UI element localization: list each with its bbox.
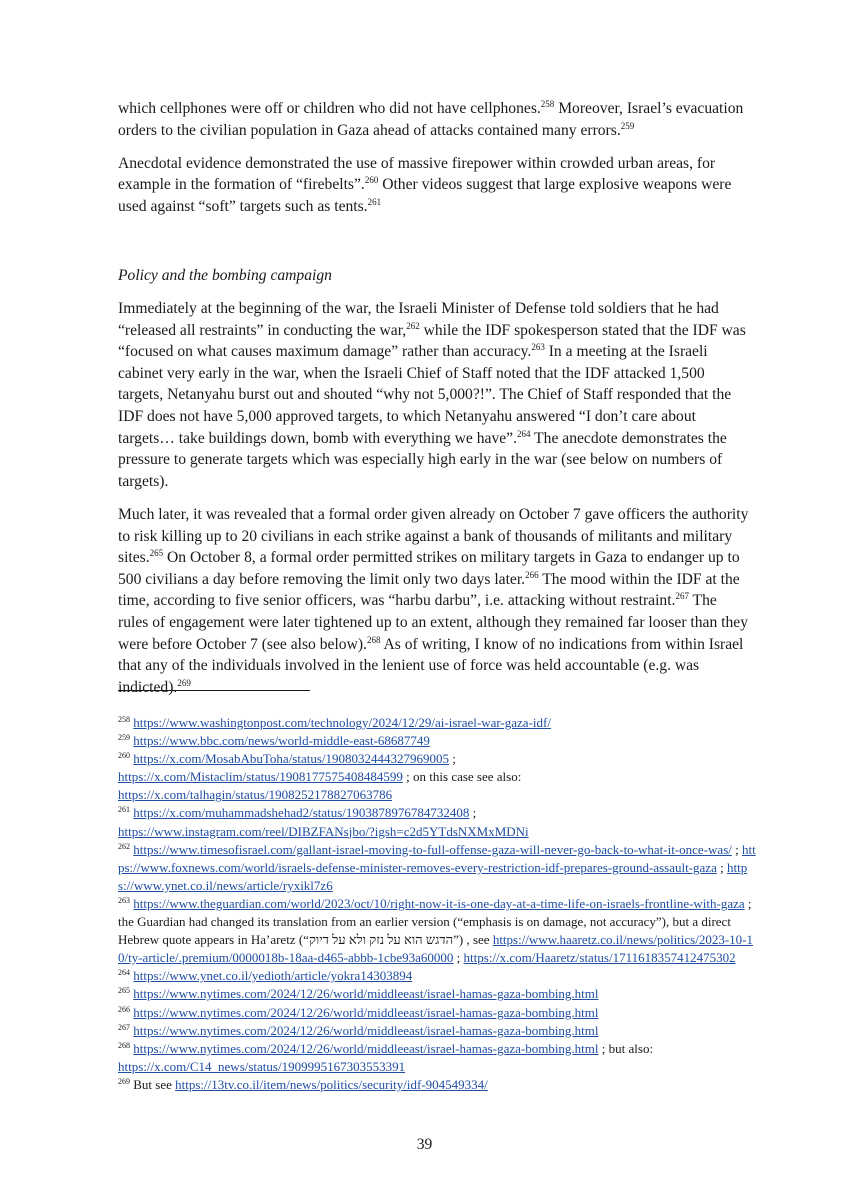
footnote-link[interactable]: https://x.com/Haaretz/status/1711618357412475302 [463, 950, 736, 966]
footnote-link[interactable]: https://www.ynet.co.il/yedioth/article/yokra14303894 [133, 968, 413, 984]
paragraph-restraints: Immediately at the beginning of the war, the Israeli Minister of Defense told soldiers that he had “released all restraints” in conducting the war,$^{262}$ while the IDF spokesperson stated that the IDF was “focused on what causes maximum damage” rather than accuracy.$^{263}$ In a meeting at the Israeli cabinet very early in the war, when the Israeli Chief of Staff noted that the IDF attacked 1,500 targets, Netanyahu burst out and shouted “why not 5,000?!”. The Chief of Staff responded that the IDF does not have 5,000 approved targets, to which Netanyahu answered “I don’t care about targets… take buildings down, bomb with everything we have”.$^{264}$ The anecdote demonstrates the pressure to generate targets which was especially high early in the war (see below on numbers of targets). [118, 300, 746, 490]
footnote-266: $^{266}$ https://www.nytimes.com/2024/12/26/world/middleeast/israel-hamas-gaza-bombing.html [118, 1004, 599, 1020]
footnote-ref-262[interactable]: 262 [406, 320, 420, 331]
footnote-261: $^{261}$ https://x.com/muhammadshehad2/status/1903878976784732408 ; https://www.instagram.com/reel/DIBZFANsjbo/?igsh=c2d5YTdsNXMxMDNi [118, 805, 529, 839]
footnote-link[interactable]: https://www.washingtonpost.com/technology/2024/12/29/ai-israel-war-gaza-idf/ [133, 715, 551, 730]
footnote-262: $^{262}$ https://www.timesofisrael.com/gallant-israel-moving-to-full-offense-gaza-will-never-go-back-to-what-it-once-was/ ; https://www.foxnews.com/world/israels-defense-minister-removes-every-restriction-idf-prepares-ground-assault-gaza ; https://www.ynet.co.il/news/article/ryxikl7z6 [118, 841, 756, 893]
footnote-link[interactable]: https://www.timesofisrael.com/gallant-israel-moving-to-full-offense-gaza-will-never-go-back-to-what-it-once-was/ [133, 841, 732, 857]
footnote-link[interactable]: https://www.foxnews.com/world/israels-defense-minister-removes-every-restriction-idf-prepares-ground-assault-gaza [118, 841, 756, 875]
section-heading: Policy and the bombing campaign [118, 267, 332, 284]
hebrew-quote: הדגש הוא על נזק ולא על דיוק [308, 932, 454, 948]
footnote-ref-259[interactable]: 259 [620, 120, 635, 131]
footnote-ref-260[interactable]: 260 [364, 175, 379, 186]
page-number: 39 [416, 1136, 433, 1153]
footnote-267: $^{267}$ https://www.nytimes.com/2024/12/26/world/middleeast/israel-hamas-gaza-bombing.html [118, 1022, 599, 1038]
footnote-ref-269[interactable]: 269 [177, 677, 191, 688]
footnote-link[interactable]: https://x.com/talhagin/status/1908252178827063786 [118, 787, 393, 803]
footnote-ref-261[interactable]: 261 [367, 196, 382, 207]
footnote-link[interactable]: https://www.nytimes.com/2024/12/26/world/middleeast/israel-hamas-gaza-bombing.html [133, 1040, 599, 1056]
footnote-259: $^{259}$ https://www.bbc.com/news/world-middle-east-68687749 [118, 733, 430, 749]
footnote-link[interactable]: https://www.ynet.co.il/news/article/ryxikl7z6 [118, 859, 748, 893]
footnote-ref-266[interactable]: 266 [525, 569, 539, 580]
footnote-link[interactable]: https://www.nytimes.com/2024/12/26/world/middleeast/israel-hamas-gaza-bombing.html [133, 1004, 599, 1020]
footnote-link[interactable]: https://www.bbc.com/news/world-middle-east-68687749 [133, 733, 430, 749]
footnote-link[interactable]: https://x.com/C14_news/status/1909995167303553391 [118, 1058, 406, 1074]
main-body [118, 98, 750, 229]
footnote-ref-258[interactable]: 258 [540, 99, 555, 109]
footnote-link[interactable]: https://x.com/Mistaclim/status/1908177575408484599 [118, 769, 403, 785]
footnote-link[interactable]: https://www.nytimes.com/2024/12/26/world/middleeast/israel-hamas-gaza-bombing.html [133, 986, 599, 1002]
paragraph-firepower: Anecdotal evidence demonstrated the use of massive firepower within crowded urban areas, for example in the formation of “firebelts”.$^{260}$ Other videos suggest that large explosive weapons were used against “soft” targets such as tents.$^{261}$ [118, 154, 732, 215]
footnote-ref-267[interactable]: 267 [675, 591, 689, 602]
footnote-separator [118, 690, 310, 691]
footnote-link[interactable]: https://x.com/muhammadshehad2/status/1903878976784732408 [133, 805, 470, 821]
footnote-258: $^{258}$ https://www.washingtonpost.com/technology/2024/12/29/ai-israel-war-gaza-idf/ [118, 715, 551, 730]
footnote-260: $^{260}$ https://x.com/MosabAbuToha/status/1908032444327969005 ; https://x.com/Mistaclim/status/1908177575408484599 ; on this case see also: https://x.com/talhagin/status/1908252178827063786 [118, 751, 522, 803]
footnote-ref-268[interactable]: 268 [366, 634, 381, 645]
paragraph-cellphones: which cellphones were off or children who did not have cellphones.$^{258}$ Moreover, Israel’s evacuation orders to the civilian population in Gaza ahead of attacks contained many errors.$^{259}$ [118, 99, 744, 139]
footnote-ref-263[interactable]: 263 [531, 342, 545, 353]
footnote-link[interactable]: https://13tv.co.il/item/news/politics/security/idf-904549334/ [175, 1076, 488, 1092]
paragraph-formal-order: Much later, it was revealed that a formal order given already on October 7 gave officers the authority to risk killing up to 20 civilians in each strike against a bank of thousands of militants and military sites.$^{265}$ On October 8, a formal order permitted strikes on military targets in Gaza to endanger up to 500 civilians a day before removing the limit only two days later.$^{266}$ The mood within the IDF at the time, according to five senior officers, was “harbu darbu”, i.e. attacking without restraint.$^{267}$ The rules of engagement were later tightened up to an extent, although they remained far looser than they were before October 7 (see also below).$^{268}$ As of writing, I know of no indications from within Israel that any of the individuals involved in the lenient use of force was held accountable (e.g. was indicted).$^{269}$ [118, 505, 749, 696]
footnote-ref-265[interactable]: 265 [149, 548, 164, 559]
footnote-265: $^{265}$ https://www.nytimes.com/2024/12/26/world/middleeast/israel-hamas-gaza-bombing.html [118, 986, 599, 1002]
footnote-link[interactable]: https://www.instagram.com/reel/DIBZFANsjbo/?igsh=c2d5YTdsNXMxMDNi [118, 823, 529, 839]
footnotes [118, 714, 758, 1094]
footnote-link[interactable]: https://www.theguardian.com/world/2023/oct/10/right-now-it-is-one-day-at-a-time-life-on-israels-frontline-with-gaza [133, 895, 745, 911]
footnote-263: $^{263}$ https://www.theguardian.com/world/2023/oct/10/right-now-it-is-one-day-at-a-time-life-on-israels-frontline-with-gaza ; the Guardian had changed its translation from an earlier version (“emphasis is on damage, not accuracy”), but a direct Hebrew quote appears in Ha’aretz (“הדגש הוא על נזק ולא על דיוק”) , see https://www.haaretz.co.il/news/politics/2023-10-10/ty-article/.premium/0000018b-18aa-d465-abbb-1cbe93a60000 ; https://x.com/Haaretz/status/1711618357412475302 [118, 895, 754, 966]
footnote-ref-264[interactable]: 264 [517, 428, 531, 439]
section-policy [118, 265, 750, 710]
footnote-264: $^{264}$ https://www.ynet.co.il/yedioth/article/yokra14303894 [118, 968, 413, 984]
footnote-268: $^{268}$ https://www.nytimes.com/2024/12/26/world/middleeast/israel-hamas-gaza-bombing.html ; but also: https://x.com/C14_news/status/1909995167303553391 [118, 1040, 654, 1074]
footnote-link[interactable]: https://x.com/MosabAbuToha/status/1908032444327969005 [133, 751, 450, 767]
footnote-link[interactable]: https://www.haaretz.co.il/news/politics/2023-10-10/ty-article/.premium/0000018b-18aa-d465-abbb-1cbe93a60000 [118, 932, 754, 966]
footnote-269: $^{269}$ But see https://13tv.co.il/item/news/politics/security/idf-904549334/ [118, 1076, 488, 1092]
footnote-link[interactable]: https://www.nytimes.com/2024/12/26/world/middleeast/israel-hamas-gaza-bombing.html [133, 1022, 599, 1038]
